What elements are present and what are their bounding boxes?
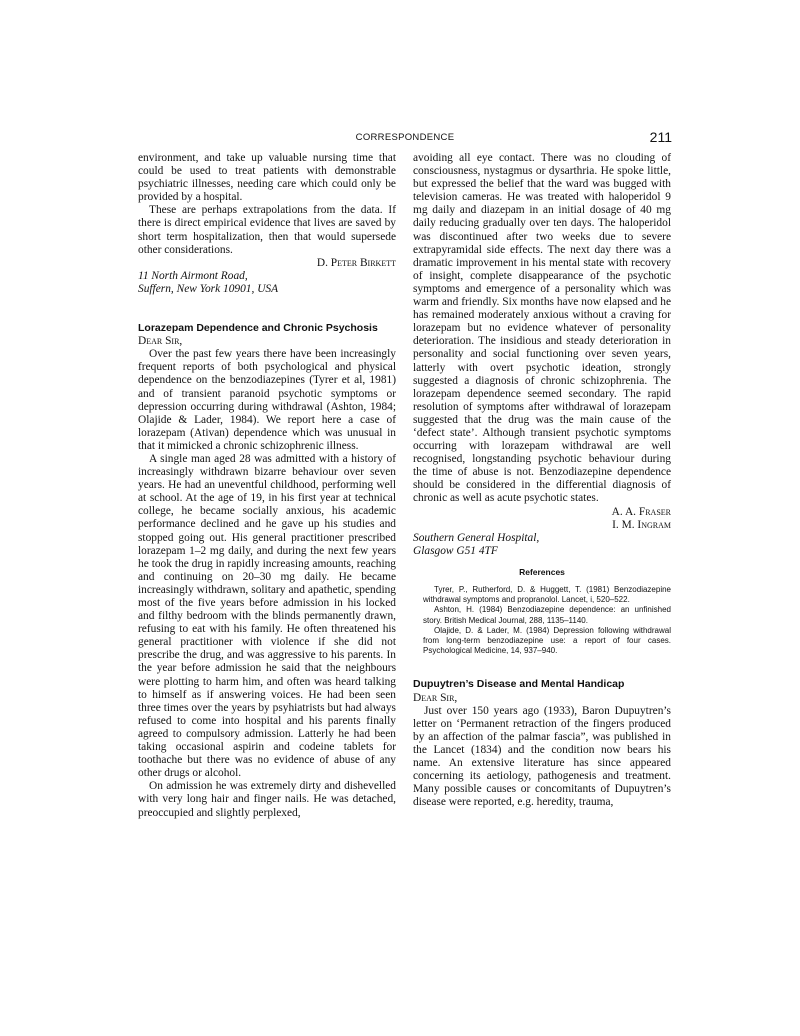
page-header bbox=[138, 131, 672, 147]
right-paragraph-2: Just over 150 years ago (1933), Baron Dupuytren’s letter on ‘Permanent retraction of the fingers produced by an affection of the palmar fascia”, was published in the Lancet (1834) and the condition now bears his name. An extensive literature has since appeared concerning its aetiology, pathogenesis and treatment. Many possible causes or concomitants of Dupuytren’s disease were reported, e.g. heredity, trauma, bbox=[413, 704, 671, 809]
letter-heading-dupuytren: Dupuytren’s Disease and Mental Handicap bbox=[413, 678, 625, 691]
left-paragraph-5: On admission he was extremely dirty and dishevelled with very long hair and finger nails. He was detached, preoccupied and slightly perplexed, bbox=[138, 780, 396, 819]
page-number: 211 bbox=[649, 129, 672, 145]
address-line-1: 11 North Airmont Road, bbox=[138, 269, 248, 282]
left-paragraph-1: environment, and take up valuable nursing time that could be used to treat patients with demonstrable psychiatric illnesses, needing care which could only be provided by a hospital. bbox=[138, 152, 396, 204]
reference-ashton: Ashton, H. (1984) Benzodiazepine dependence: an unfinished story. British Medical Journal, 288, 1135–1140. bbox=[423, 605, 671, 625]
signature-birkett: D. Peter Birkett bbox=[316, 256, 396, 269]
left-paragraph-3: Over the past few years there have been increasingly frequent reports of both psychological and physical dependence on the benzodiazepines (Tyrer et al, 1981) and of transient paranoid psychotic symptoms or depression occurring during withdrawal (Ashton, 1984; Olajide & Lader, 1984). We report here a case of lorazepam (Ativan) dependence which was unusual in that it mimicked a chronic schizophrenic illness. bbox=[138, 348, 396, 452]
salutation-2: Dear Sir, bbox=[413, 691, 458, 704]
references-heading: References bbox=[519, 566, 565, 577]
signature-ingram: I. M. Ingram bbox=[612, 518, 671, 531]
hospital-address-line-2: Glasgow G51 4TF bbox=[413, 544, 498, 557]
running-title: CORRESPONDENCE bbox=[355, 132, 455, 143]
reference-tyrer: Tyrer, P., Rutherford, D. & Huggett, T. (1981) Benzodiazepine withdrawal symptoms and propranolol. Lancet, i, 520–522. bbox=[423, 585, 671, 605]
left-paragraph-4: A single man aged 28 was admitted with a history of increasingly withdrawn bizarre behaviour over seven years. He had an uneventful childhood, performing well at school. At the age of 19, in his first year at technical college, he became socially anxious, his academic performance declined and he gave up his studies and stopped going out. His general practitioner prescribed lorazepam 1–2 mg daily, and during the next few years he took the drug in rapidly increasing amounts, reaching and continuing on 20–30 mg daily. He became increasingly withdrawn, solitary and apathetic, spending most of the five years before admission in his locked and filthy bedroom with the blinds permanently drawn, refusing to eat with his family. He often threatened his general practitioner with violence if she did not prescribe the drug, and was aggressive to his parents. In the year before admission he said that the neighbours were plotting to harm him, and often was heard talking to himself as if answering voices. He had been seen three times over the years by psyhiatrists but had always refused to come into hospital and his parents finally agreed to compulsory admission. Latterly he had been taking occasional aspirin and codeine tablets for toothache but there was no evidence of abuse of any other drugs or alcohol. bbox=[138, 452, 396, 780]
reference-olajide: Olajide, D. & Lader, M. (1984) Depression following withdrawal from long-term benzodiazepine use: a report of four cases. Psychological Medicine, 14, 937–940. bbox=[423, 625, 671, 656]
right-paragraph-1: avoiding all eye contact. There was no clouding of consciousness, nystagmus or dysarthria. He spoke little, but expressed the belief that the ward was bugged with television cameras. He was treated with haloperidol 9 mg daily and diazepam in an initial dosage of 40 mg daily reducing gradually over ten days. The haloperidol was discontinued after two weeks due to severe extrapyramidal side effects. The next day there was a dramatic improvement in his mental state with recovery of insight, complete disappearance of the psychotic symptoms and emergence of a personality which was warm and friendly. Six months have now elapsed and he has remained moderately anxious without a craving for lorazepam but no evidence whatever of personality deterioration. The insidious and steady deterioration in personality and social functioning over seven years, latterly with overt psychotic ideation, strongly suggested a diagnosis of chronic schizophrenia. The lorazepam dependence seemed secondary. The rapid resolution of symptoms after withdrawal of lorazepam suggested that the drug was the main cause of the ‘defect state’. Although transient psychotic symptoms occurring with lorazepam withdrawal are well recognised, longstanding psychotic behaviour during the time of abuse is not. Benzodiazepine dependence should be considered in the differential diagnosis of chronic as well as acute psychotic states. bbox=[413, 152, 671, 505]
right-column bbox=[413, 152, 671, 809]
left-paragraph-2: These are perhaps extrapolations from the data. If there is direct empirical evidence that lives are saved by short term hospitalization, then that would supersede other considerations. bbox=[138, 204, 396, 256]
address-line-2: Suffern, New York 10901, USA bbox=[138, 282, 279, 295]
salutation: Dear Sir, bbox=[138, 335, 183, 348]
hospital-address-line-1: Southern General Hospital, bbox=[413, 531, 540, 544]
signature-fraser: A. A. Fraser bbox=[611, 505, 671, 518]
left-column bbox=[138, 152, 396, 820]
letter-heading-lorazepam: Lorazepam Dependence and Chronic Psychosis bbox=[138, 322, 378, 335]
